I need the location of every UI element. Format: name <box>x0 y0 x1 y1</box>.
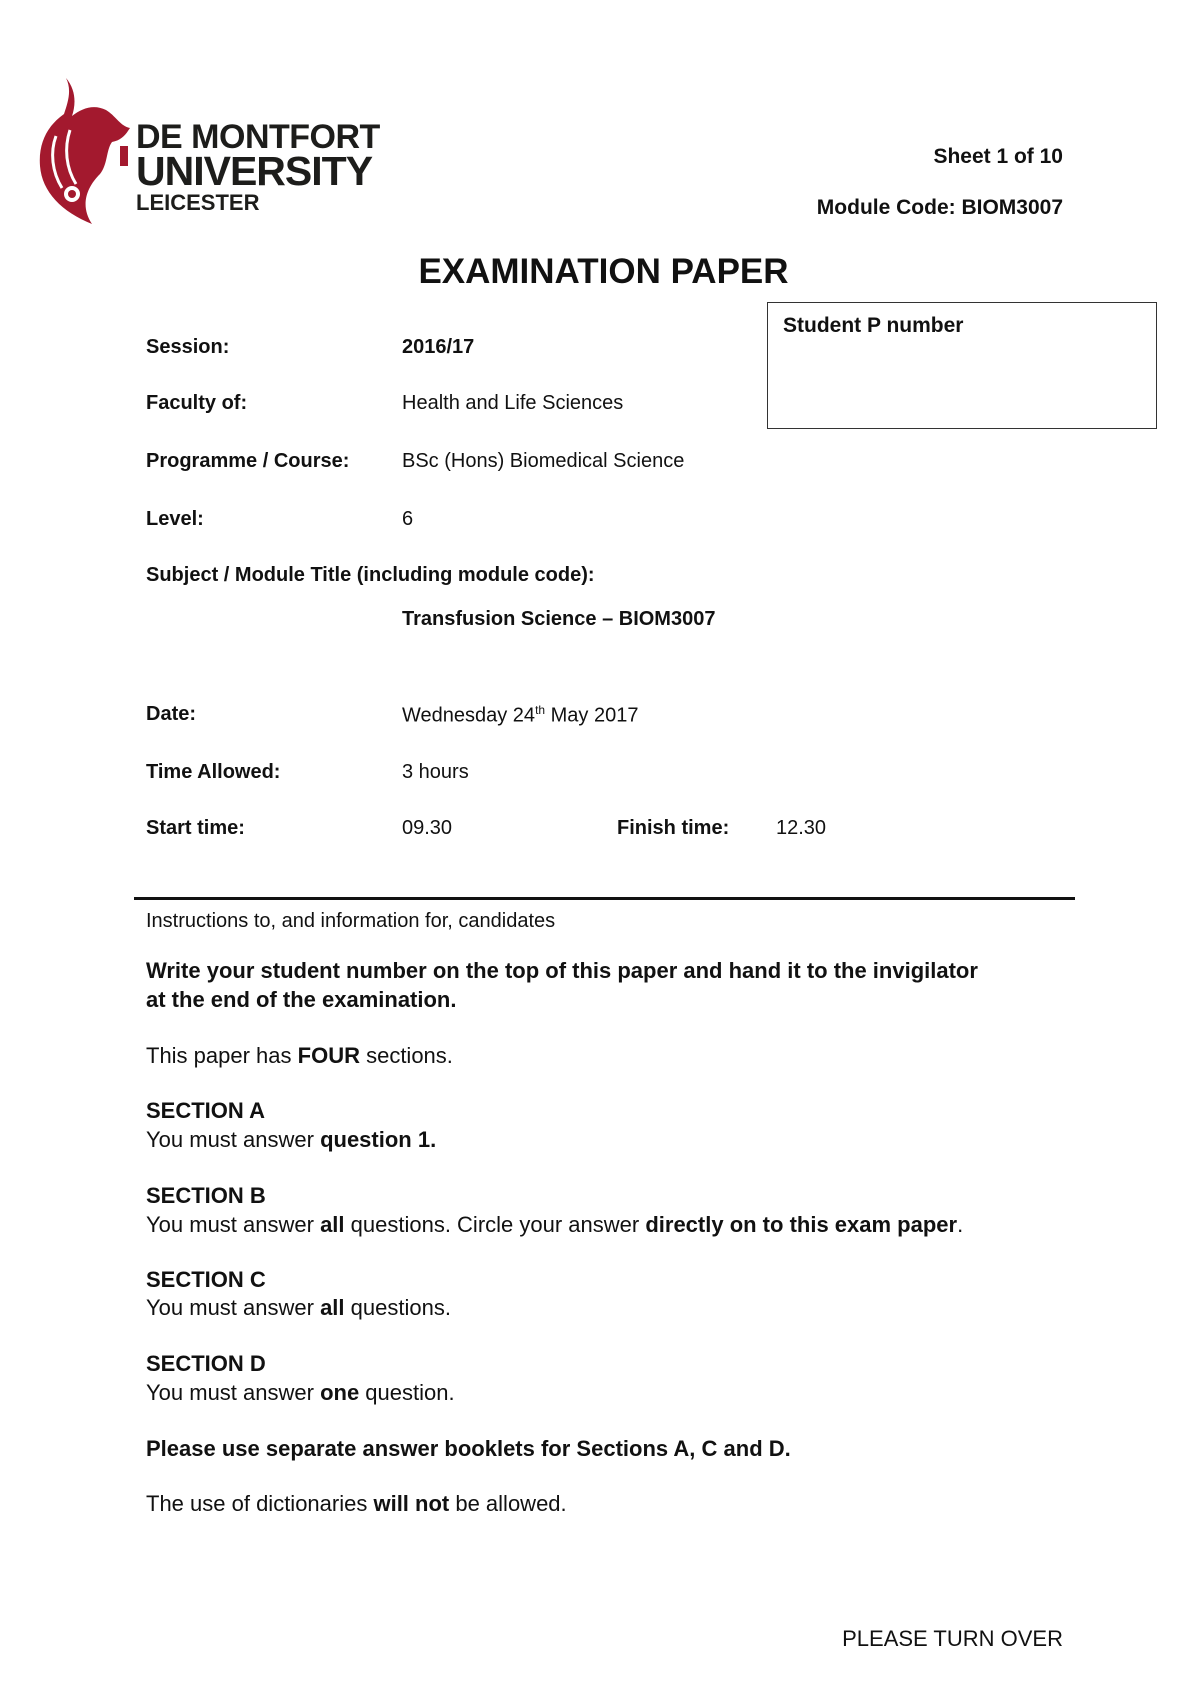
student-number-box[interactable] <box>767 302 1157 429</box>
divider <box>134 897 1075 900</box>
section-d-text: You must answer one question. <box>146 1380 455 1405</box>
finish-time-value: 12.30 <box>776 817 827 839</box>
subject-value: Transfusion Science – BIOM3007 <box>402 608 716 630</box>
programme-label: Programme / Course: <box>146 450 350 472</box>
student-box-label: Student P number <box>783 314 964 337</box>
page-title: EXAMINATION PAPER <box>418 252 789 291</box>
date-day: Wednesday 24 <box>402 704 536 727</box>
start-time-label: Start time: <box>146 817 245 839</box>
level-label: Level: <box>146 508 204 530</box>
date-value <box>402 704 638 726</box>
level-value: 6 <box>402 508 414 530</box>
finish-time-label: Finish time: <box>617 817 730 839</box>
sheet-number: Sheet 1 of 10 <box>933 145 1063 168</box>
date-suffix: th <box>535 703 546 717</box>
section-a-title: SECTION A <box>146 1098 265 1123</box>
write-instruction-1: Write your student number on the top of this paper and hand it to the invigilator <box>146 958 978 983</box>
time-allowed-value: 3 hours <box>402 761 469 783</box>
section-b-title: SECTION B <box>146 1183 266 1208</box>
instructions-heading: Instructions to, and information for, candidates <box>146 910 556 932</box>
section-b-text: You must answer all questions. Circle your answer directly on to this exam paper. <box>146 1212 964 1237</box>
logo-line-3: LEICESTER <box>136 189 260 215</box>
programme-value: BSc (Hons) Biomedical Science <box>402 450 685 472</box>
date-label: Date: <box>146 703 197 725</box>
lion-crest-icon <box>36 76 134 226</box>
section-d-title: SECTION D <box>146 1351 266 1376</box>
date-month-year: May 2017 <box>545 704 639 727</box>
session-label: Session: <box>146 336 230 358</box>
logo-line-1: DE MONTFORT <box>136 118 380 156</box>
section-a-text: You must answer question 1. <box>146 1127 437 1152</box>
faculty-value: Health and Life Sciences <box>402 392 624 414</box>
start-time-value: 09.30 <box>402 817 453 839</box>
sections-count: This paper has FOUR sections. <box>146 1043 453 1068</box>
section-c-text: You must answer all questions. <box>146 1295 451 1320</box>
subject-label: Subject / Module Title (including module code): <box>146 564 595 586</box>
module-code: Module Code: BIOM3007 <box>816 196 1063 219</box>
session-value: 2016/17 <box>402 336 475 358</box>
dictionaries-instruction: The use of dictionaries will not be allowed. <box>146 1491 567 1516</box>
write-instruction-2: at the end of the examination. <box>146 987 457 1012</box>
section-c-title: SECTION C <box>146 1267 266 1292</box>
please-turn-over: PLEASE TURN OVER <box>842 1626 1063 1651</box>
faculty-label: Faculty of: <box>146 392 248 414</box>
logo-line-2: UNIVERSITY <box>136 148 373 195</box>
booklets-instruction: Please use separate answer booklets for Sections A, C and D. <box>146 1436 791 1461</box>
time-allowed-label: Time Allowed: <box>146 761 281 783</box>
